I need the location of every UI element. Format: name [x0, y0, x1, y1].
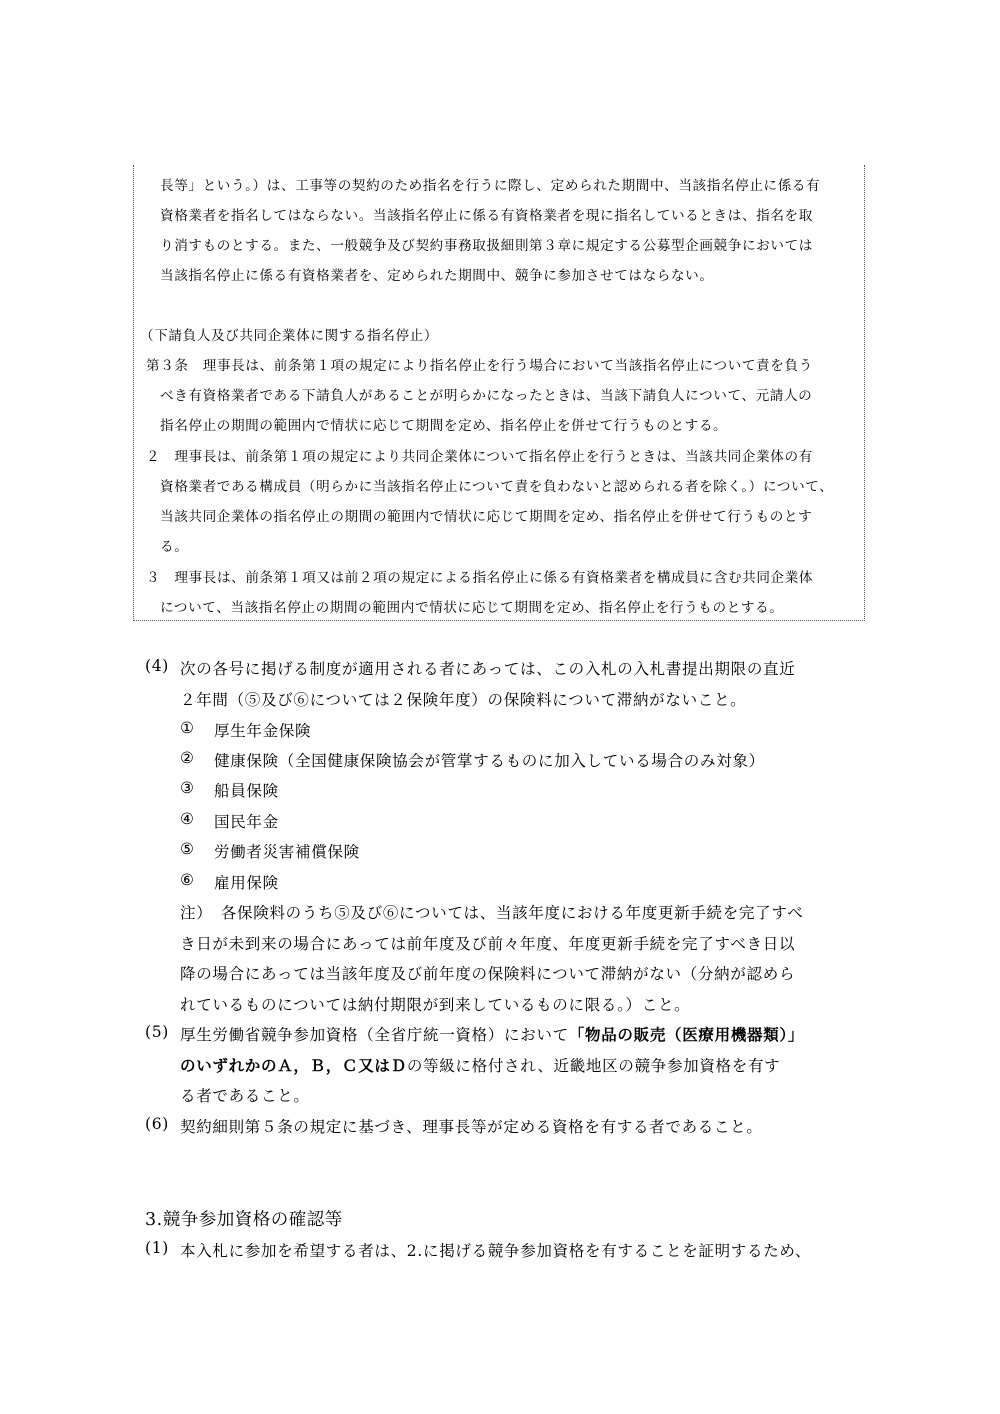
- article3-para2-line: る。: [160, 539, 189, 555]
- item6-label: (6): [145, 1115, 170, 1133]
- subitem-text: 雇用保険: [214, 874, 279, 892]
- subitem-number: ④: [180, 810, 195, 828]
- item5-grade-emphasis: のいずれかのＡ，Ｂ，Ｃ又はＤ: [180, 1056, 407, 1075]
- note-line: れているものについては納付期限が到来しているものに限る。）こと。: [180, 996, 691, 1014]
- excerpt-line: 長等」という。）は、工事等の契約のため指名を行うに際し、定められた期間中、当該指名停止に係る有: [160, 178, 821, 194]
- subitem-text: 国民年金: [214, 813, 279, 831]
- subitem-number: ⑤: [180, 840, 195, 858]
- section3-item1-text: 本入札に参加を希望する者は、2.に掲げる競争参加資格を有することを証明するため、: [180, 1242, 812, 1260]
- note-line: 注） 各保険料のうち⑤及び⑥については、当該年度における年度更新手続を完了すべ: [180, 904, 804, 922]
- item5-line3: る者であること。: [180, 1087, 310, 1105]
- subitem-text: 船員保険: [214, 782, 279, 800]
- subitem-number: ⑥: [180, 871, 195, 889]
- note-line: き日が未到来の場合にあっては前年度及び前々年度、年度更新手続を完了すべき日以: [180, 935, 796, 953]
- article3-para2-line: 当該共同企業体の指名停止の期間の範囲内で情状に応じて期間を定め、指名停止を併せて行うものとす: [160, 509, 813, 525]
- note-line: 降の場合にあっては当該年度及び前年度の保険料について滞納がない（分納が認めら: [180, 965, 796, 983]
- subitem-number: ③: [180, 779, 195, 797]
- item5-text: の等級に格付され、近畿地区の競争参加資格を有す: [406, 1057, 781, 1075]
- article3-para1-line: 指名停止の期間の範囲内で情状に応じて期間を定め、指名停止を併せて行うものとする。: [160, 418, 728, 434]
- subitem-number: ②: [180, 749, 195, 767]
- item5-label: (5): [145, 1023, 170, 1041]
- subitem-text: 労働者災害補償保険: [214, 843, 360, 861]
- section3-item1-label: (1): [145, 1239, 170, 1257]
- section-heading: 3.競争参加資格の確認等: [145, 1210, 343, 1230]
- item4-line: 次の各号に掲げる制度が適用される者にあっては、この入札の入札書提出期限の直近: [180, 660, 796, 678]
- item5-text: 厚生労働省競争参加資格（全省庁統一資格）において: [180, 1026, 569, 1044]
- article3-para3-line: ３ 理事長は、前条第１項又は前２項の規定による指名停止に係る有資格業者を構成員に含む共同企業体: [146, 570, 814, 586]
- subitem-number: ①: [180, 719, 195, 737]
- article3-para2-line: ２ 理事長は、前条第１項の規定により共同企業体について指名停止を行うときは、当該共同企業体の有: [146, 449, 813, 465]
- article3-para2-line: 資格業者である構成員（明らかに当該指名停止について責を負わないと認められる者を除く。）について、: [160, 479, 834, 495]
- excerpt-heading: （下請負人及び共同企業体に関する指名停止）: [140, 328, 439, 344]
- article3-para1-line: べき有資格業者である下請負人があることが明らかになったときは、当該下請負人について、元請人の: [160, 388, 813, 404]
- item6-text: 契約細則第５条の規定に基づき、理事長等が定める資格を有する者であること。: [180, 1118, 763, 1136]
- item4-line: ２年間（⑤及び⑥については２保険年度）の保険料について滞納がないこと。: [180, 691, 747, 709]
- article3-para3-line: について、当該指名停止の期間の範囲内で情状に応じて期間を定め、指名停止を行うものとする。: [160, 600, 784, 616]
- excerpt-line: り消すものとする。また、一般競争及び契約事務取扱細則第３章に規定する公募型企画競争においては: [160, 238, 813, 254]
- subitem-text: 厚生年金保険: [214, 722, 312, 740]
- subitem-text: 健康保険（全国健康保険協会が管掌するものに加入している場合のみ対象）: [214, 752, 765, 770]
- item5-line1: [180, 1023, 804, 1045]
- article3-para1-line: 第３条 理事長は、前条第１項の規定により指名停止を行う場合において当該指名停止について責を負う: [146, 358, 813, 374]
- item4-label: (4): [145, 657, 170, 675]
- excerpt-line: 当該指名停止に係る有資格業者を、定められた期間中、競争に参加させてはならない。: [160, 268, 714, 284]
- item5-category-emphasis: 「物品の販売（医療用機器類）」: [568, 1025, 805, 1044]
- excerpt-line: 資格業者を指名してはならない。当該指名停止に係る有資格業者を現に指名しているときは、指名を取: [160, 208, 813, 224]
- item5-line2: [180, 1054, 780, 1076]
